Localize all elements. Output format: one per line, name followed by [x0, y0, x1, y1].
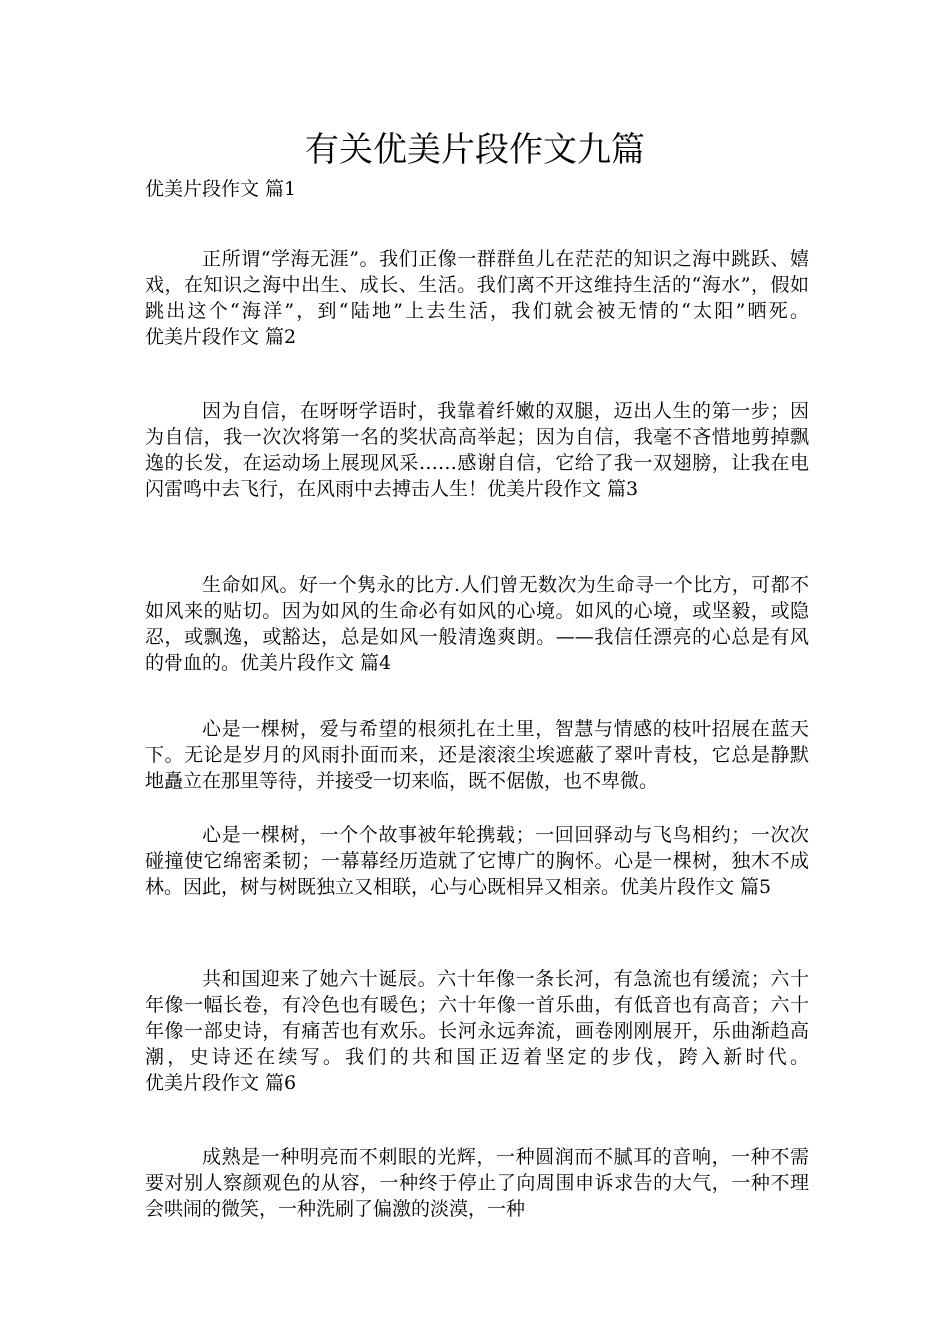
paragraph-2 — [145, 398, 809, 502]
section-heading-5: 优美片段作文 篇5 — [620, 876, 772, 898]
section-heading-4: 优美片段作文 篇4 — [240, 652, 392, 674]
document-title: 有关优美片段作文九篇 — [305, 130, 645, 170]
paragraph-6 — [145, 966, 809, 1096]
paragraph-text: 共和国迎来了她六十诞辰。六十年像一条长河，有急流也有缓流；六十年像一幅长卷，有冷色也有暖色；六十年像一首乐曲，有低音也有高音；六十年像一部史诗，有痛苦也有欢乐。长河永远奔流，画卷刚刚展开，乐曲渐趋高潮，史诗还在续写。我们的共和国正迈着坚定的步伐，跨入新时代。 — [145, 968, 809, 1068]
paragraph-text: 因为自信，在呀呀学语时，我靠着纤嫩的双腿，迈出人生的第一步；因为自信，我一次次将第一名的奖状高高举起；因为自信，我毫不吝惜地剪掉飘逸的长发，在运动场上展现风采……感谢自信，它给了我一双翅膀，让我在电闪雷鸣中去飞行，在风雨中去搏击人生！ — [145, 400, 809, 500]
section-heading-3: 优美片段作文 篇3 — [487, 478, 639, 500]
section-heading-6: 优美片段作文 篇6 — [145, 1072, 297, 1094]
paragraph-text: 成熟是一种明亮而不刺眼的光辉，一种圆润而不腻耳的音响，一种不需要对别人察颜观色的从容，一种终于停止了向周围申诉求告的大气，一种不理会哄闹的微笑，一种洗刷了偏激的淡漠，一种 — [145, 1146, 809, 1220]
paragraph-text: 正所谓“学海无涯”。我们正像一群群鱼儿在茫茫的知识之海中跳跃、嬉戏，在知识之海中出生、成长、生活。我们离不开这维持生活的“海水”，假如跳出这个“海洋”，到“陆地”上去生活，我们就会被无情的“太阳”晒死。 — [145, 248, 809, 322]
paragraph-1 — [145, 246, 809, 350]
paragraph-7 — [145, 1144, 809, 1222]
paragraph-4 — [145, 716, 809, 794]
paragraph-5 — [145, 822, 809, 900]
paragraph-3 — [145, 572, 809, 676]
section-heading-1: 优美片段作文 篇1 — [145, 178, 297, 200]
paragraph-text: 心是一棵树，爱与希望的根须扎在土里，智慧与情感的枝叶招展在蓝天下。无论是岁月的风雨扑面而来，还是滚滚尘埃遮蔽了翠叶青枝，它总是静默地矗立在那里等待，并接受一切来临，既不倨傲，也不卑微。 — [145, 718, 809, 792]
paragraph-text: 生命如风。好一个隽永的比方.人们曾无数次为生命寻一个比方，可都不如风来的贴切。因为如风的生命必有如风的心境。如风的心境，或坚毅，或隐忍，或飘逸，或豁达，总是如风一般清逸爽朗。——我信任漂亮的心总是有风的骨血的。 — [145, 574, 809, 674]
paragraph-text: 心是一棵树，一个个故事被年轮携载；一回回驿动与飞鸟相约；一次次碰撞使它绵密柔韧；一幕幕经历造就了它博广的胸怀。心是一棵树，独木不成林。因此，树与树既独立又相联，心与心既相异又相亲。 — [145, 824, 809, 898]
section-heading-2: 优美片段作文 篇2 — [145, 326, 297, 348]
